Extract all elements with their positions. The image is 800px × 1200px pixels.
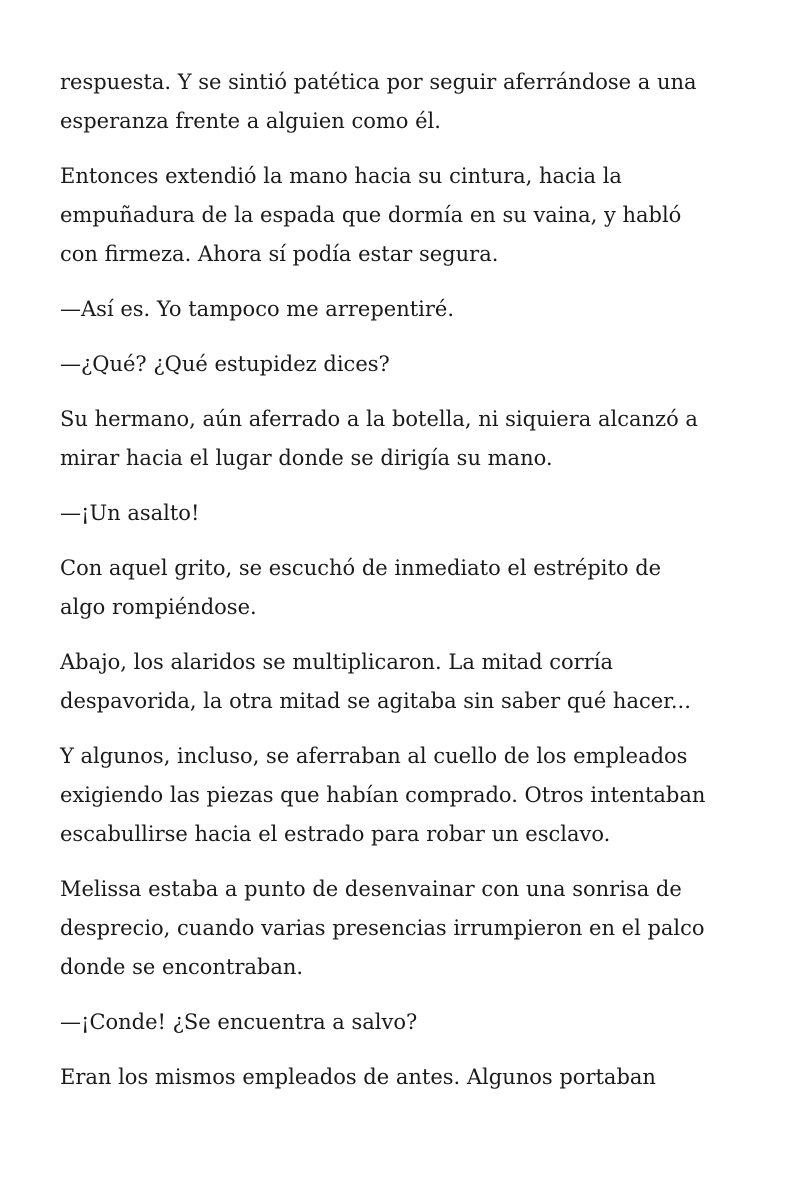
text-line: Su hermano, aún aferrado a la botella, ni siquiera alcanzó a [60, 407, 698, 431]
text-line: esperanza frente a alguien como él. [60, 109, 441, 133]
dialogue-line [60, 290, 740, 329]
text-line: Abajo, los alaridos se multiplicaron. La mitad corría [60, 650, 613, 674]
text-line: con firmeza. Ahora sí podía estar segura. [60, 242, 499, 266]
paragraph [60, 400, 740, 478]
text-line: mirar hacia el lugar donde se dirigía su mano. [60, 446, 553, 470]
paragraph [60, 870, 740, 987]
paragraph [60, 737, 740, 854]
text-line: escabullirse hacia el estrado para robar un esclavo. [60, 822, 611, 846]
text-line: Entonces extendió la mano hacia su cintura, hacia la [60, 164, 622, 188]
text-line: algo rompiéndose. [60, 595, 257, 619]
text-line: despavorida, la otra mitad se agitaba sin saber qué hacer... [60, 689, 691, 713]
text-line: exigiendo las piezas que habían comprado. Otros intentaban [60, 783, 706, 807]
paragraph [60, 643, 740, 721]
dialogue-line [60, 1003, 740, 1042]
text-line: donde se encontraban. [60, 955, 304, 979]
text-line: Y algunos, incluso, se aferraban al cuello de los empleados [60, 744, 688, 768]
text-line: empuñadura de la espada que dormía en su vaina, y habló [60, 203, 682, 227]
paragraph [60, 1058, 740, 1097]
paragraph [60, 549, 740, 627]
text-line: —¡Un asalto! [60, 501, 200, 525]
text-line: —¿Qué? ¿Qué estupidez dices? [60, 352, 390, 376]
dialogue-line [60, 345, 740, 384]
text-line: —¡Conde! ¿Se encuentra a salvo? [60, 1010, 418, 1034]
text-line: Con aquel grito, se escuchó de inmediato el estrépito de [60, 556, 662, 580]
text-line: Eran los mismos empleados de antes. Algunos portaban [60, 1065, 656, 1089]
paragraph [60, 63, 740, 141]
text-line: respuesta. Y se sintió patética por seguir aferrándose a una [60, 70, 697, 94]
text-line: Melissa estaba a punto de desenvainar con una sonrisa de [60, 877, 682, 901]
text-line: —Así es. Yo tampoco me arrepentiré. [60, 297, 455, 321]
paragraph [60, 157, 740, 274]
dialogue-line [60, 494, 740, 533]
text-line: desprecio, cuando varias presencias irrumpieron en el palco [60, 916, 705, 940]
